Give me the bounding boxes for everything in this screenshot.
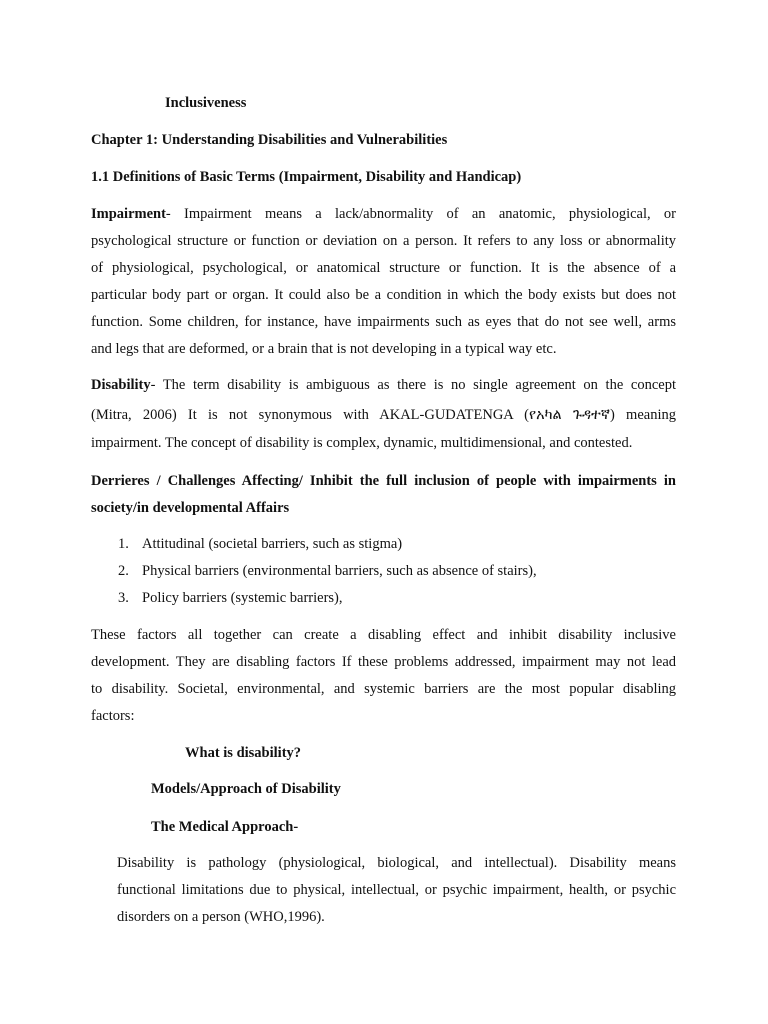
barriers-heading-line-2: society/in developmental Affairs [91,500,290,516]
list-item: Attitudinal (societal barriers, such as stigma) [142,536,403,552]
medical-line-1: Disability is pathology (physiological, biological, and intellectual). Disability means [117,855,676,871]
disability-line-1: Disability- The term disability is ambiguous as there is no single agreement on the concept [91,377,676,393]
what-is-disability-heading: What is disability? [185,745,302,761]
impairment-term: Impairment [91,206,166,222]
factors-line-3: to disability. Societal, environmental, and systemic barriers are the most popular disabling [91,681,676,697]
factors-line-4: factors: [91,708,135,724]
list-item-number: 1. [118,536,129,552]
impairment-line-4: particular body part or organ. It could also be a condition in which the body exists but does not [91,287,676,303]
models-heading: Models/Approach of Disability [151,781,341,797]
impairment-line-2: psychological structure or function or deviation on a person. It refers to any loss or abnormality [91,233,676,249]
medical-approach-heading: The Medical Approach- [151,819,299,835]
impairment-line-6: and legs that are deformed, or a brain that is not developing in a typical way etc. [91,341,557,357]
document-title: Inclusiveness [165,95,247,111]
impairment-line-1: Impairment- Impairment means a lack/abnormality of an anatomic, physiological, or [91,206,676,222]
list-item: Policy barriers (systemic barriers), [142,590,343,606]
factors-line-1: These factors all together can create a disabling effect and inhibit disability inclusive [91,627,676,643]
chapter-heading: Chapter 1: Understanding Disabilities and Vulnerabilities [91,132,448,148]
list-item: Physical barriers (environmental barriers, such as absence of stairs), [142,563,537,579]
medical-line-2: functional limitations due to physical, intellectual, or psychic impairment, health, or psychic [117,882,676,898]
list-item-number: 3. [118,590,129,606]
impairment-line-3: of physiological, psychological, or anatomical structure or function. It is the absence of a [91,260,676,276]
disability-term: Disability [91,377,151,393]
section-heading: 1.1 Definitions of Basic Terms (Impairment, Disability and Handicap) [91,169,522,185]
factors-line-2: development. They are disabling factors If these problems addressed, impairment may not lead [91,654,676,670]
barriers-heading-line-1: Derrieres / Challenges Affecting/ Inhibit the full inclusion of people with impairments in [91,473,676,489]
list-item-number: 2. [118,563,129,579]
medical-line-3: disorders on a person (WHO,1996). [117,909,325,925]
impairment-line-5: function. Some children, for instance, have impairments such as eyes that do not see well, arms [91,314,676,330]
disability-line-3: impairment. The concept of disability is complex, dynamic, multidimensional, and contested. [91,435,633,451]
disability-line-2: (Mitra, 2006) It is not synonymous with AKAL-GUDATENGA (የአካል ጉዳተኛ) meaning [91,407,676,423]
